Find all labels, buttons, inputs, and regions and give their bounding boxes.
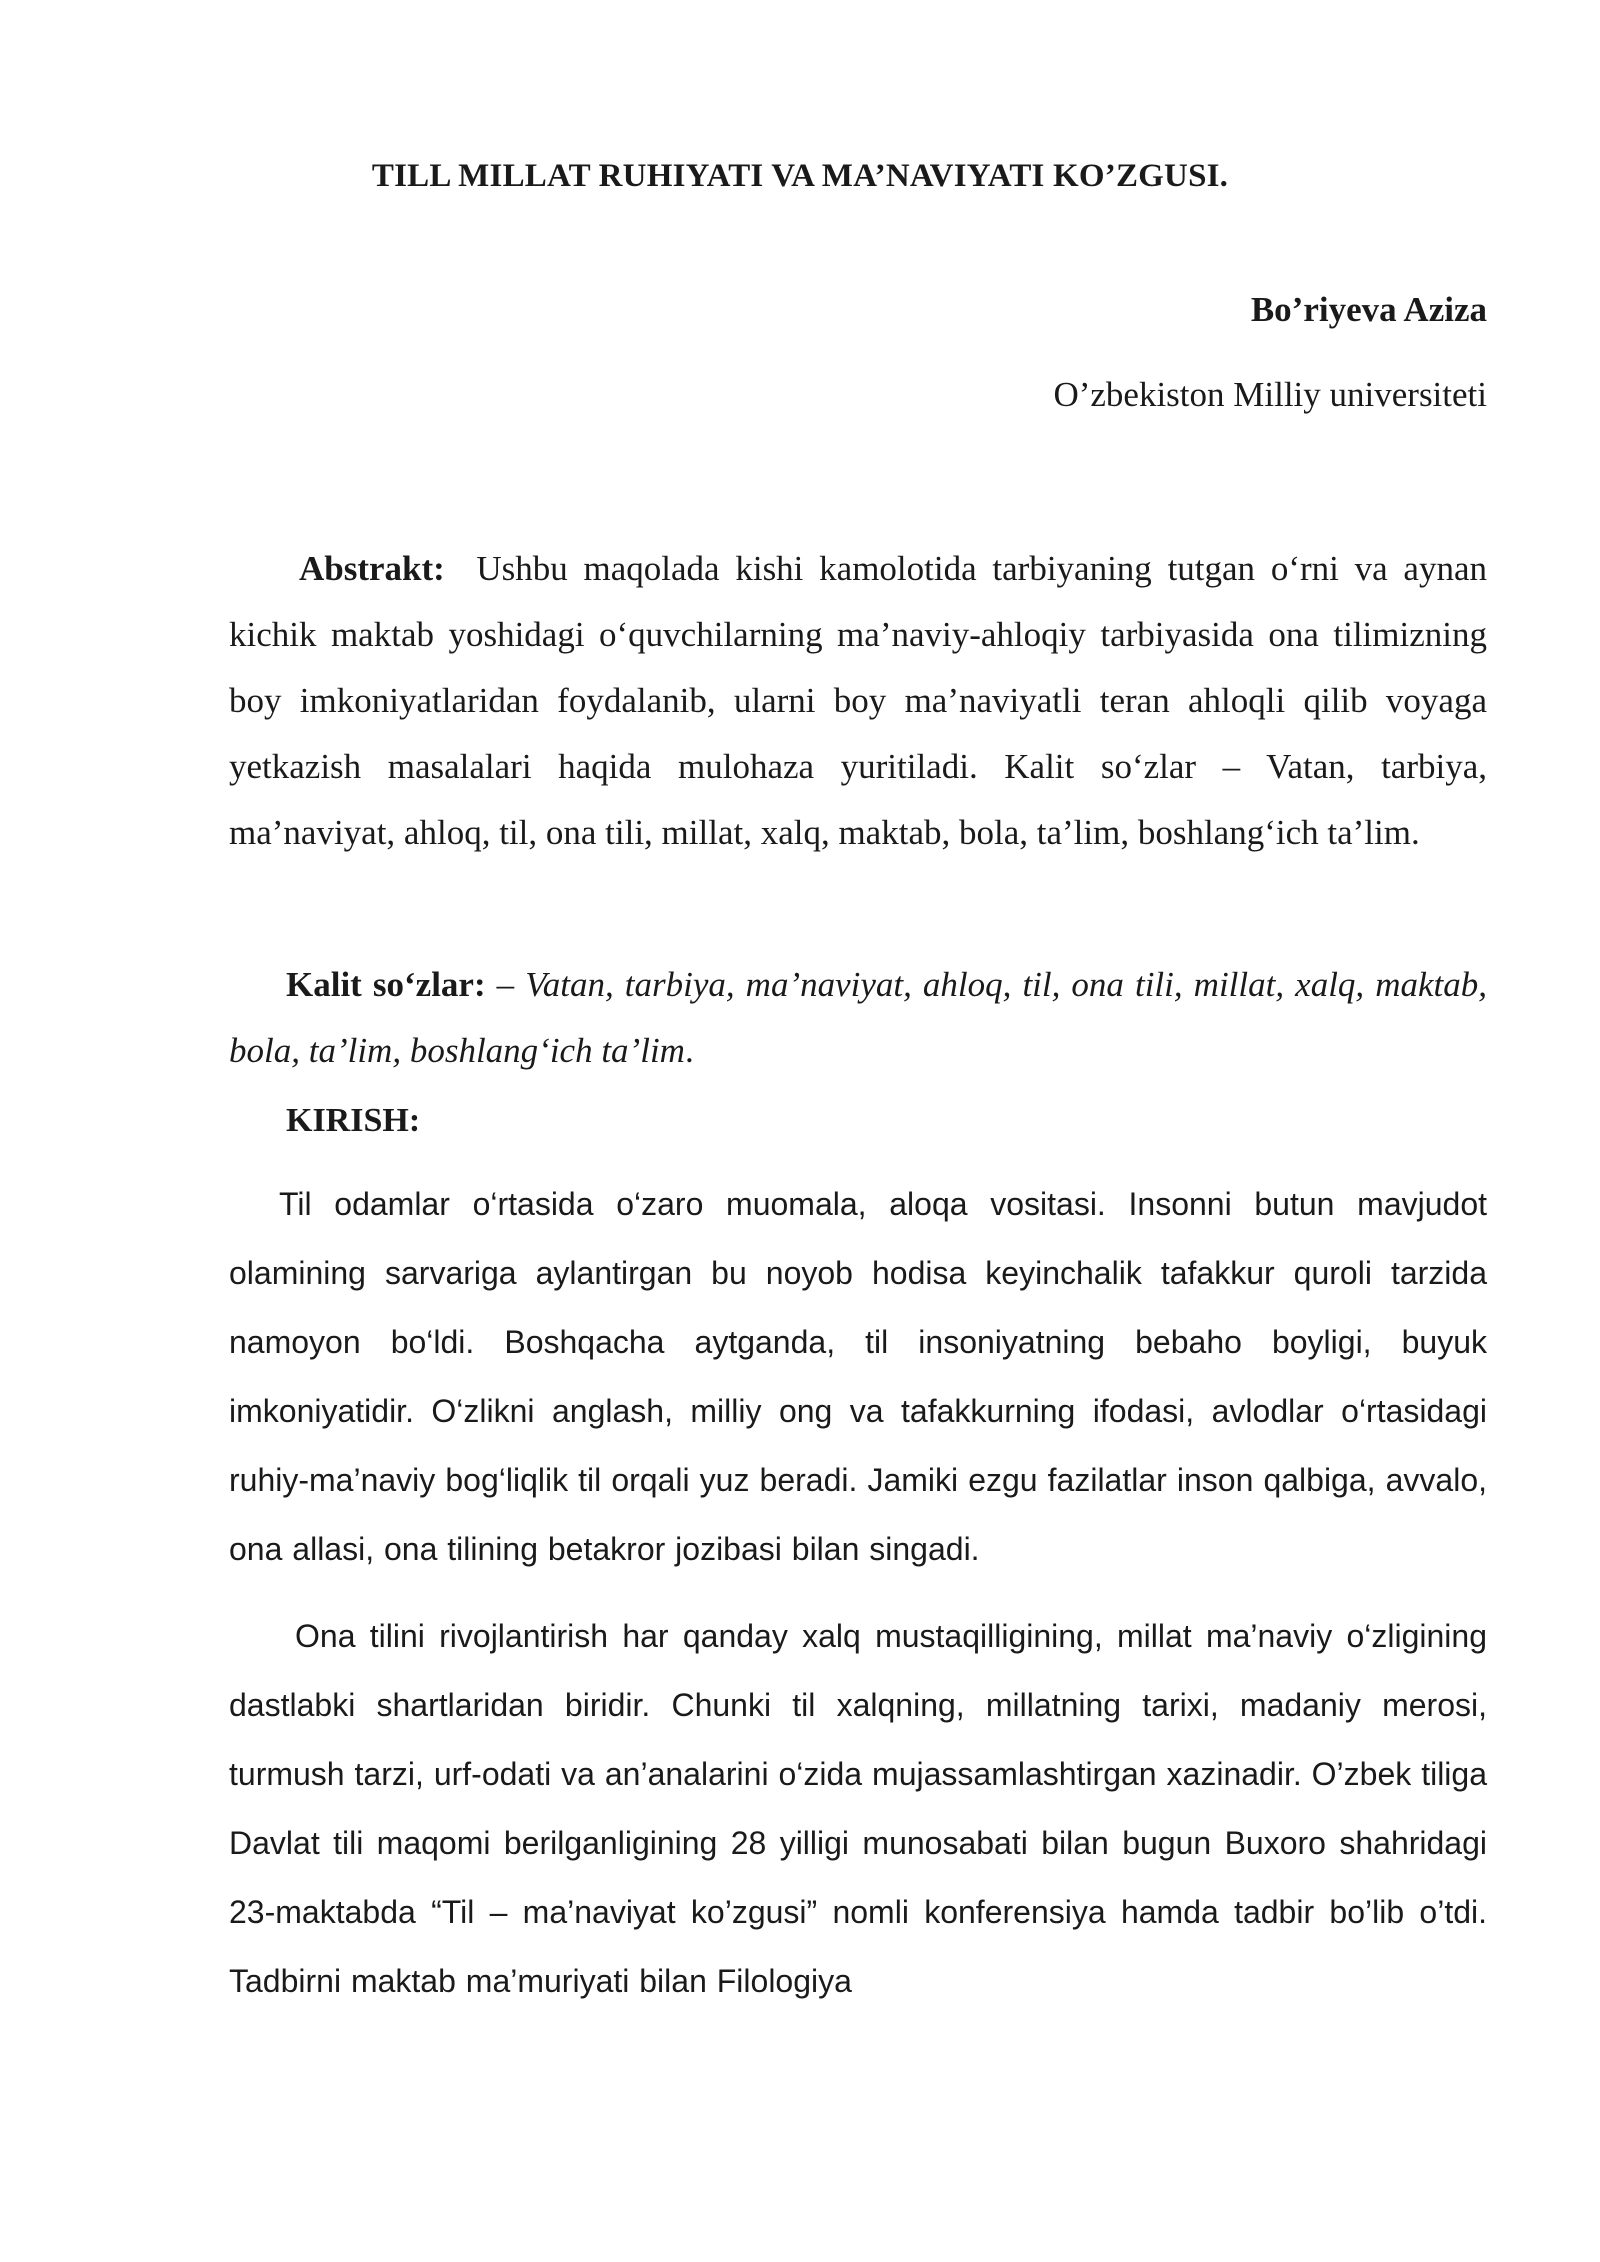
- keywords-dash: –: [496, 965, 515, 1004]
- article-title: TILL MILLAT RUHIYATI VA MA’NAVIYATI KO’ZGUSI.: [371, 158, 1229, 194]
- keywords-end: .: [684, 1031, 694, 1070]
- author-affiliation: O’zbekiston Milliy universiteti: [1053, 375, 1487, 414]
- body-paragraph-2: Ona tilini rivojlantirish har qanday xalq mustaqilligining, millat ma’naviy o‘zligining dastlabki shartlaridan biridir. Chunki til xalqning, millatning tarixi, madaniy merosi, turmush tarzi, urf-odati va an’analarini o‘zida mujassamlashtirgan xazinadir. O’zbek tiliga Davlat tili maqomi berilganligining 28 yilligi munosabati bilan bugun Buxoro shahridagi 23-maktabda “Til – ma’naviyat ko’zgusi” nomli konferensiya hamda tadbir bo’lib o’tdi. Tadbirni maktab ma’muriyati bilan Filologiya: [229, 1618, 1487, 1999]
- section-heading: KIRISH:: [286, 1102, 421, 1139]
- keywords-text: Vatan, tarbiya, ma’naviyat, ahloq, til, ona tili, millat, xalq, maktab, bola, ta’lim, boshlang‘ich ta’lim: [229, 965, 1487, 1070]
- author-name: Bo’riyeva Aziza: [1250, 290, 1487, 329]
- keywords-paragraph: [229, 952, 1487, 1084]
- abstract-paragraph: [229, 536, 1487, 866]
- abstract-text: Ushbu maqolada kishi kamolotida tarbiyaning tutgan o‘rni va aynan kichik maktab yoshidagi o‘quvchilarning ma’naviy-ahloqiy tarbiyasida ona tilimizning boy imkoniyatlaridan foydalanib, ularni boy ma’naviyatli teran ahloqli qilib voyaga yetkazish masalalari haqida mulohaza yuritiladi. Kalit so‘zlar – Vatan, tarbiya, ma’naviyat, ahloq, til, ona tili, millat, xalq, maktab, bola, ta’lim, boshlang‘ich ta’lim.: [229, 549, 1487, 852]
- abstract-label: Abstrakt:: [299, 549, 445, 588]
- keywords-label: Kalit so‘zlar:: [286, 965, 486, 1004]
- body-paragraph-1: Til odamlar o‘rtasida o‘zaro muomala, aloqa vositasi. Insonni butun mavjudot olamining sarvariga aylantirgan bu noyob hodisa keyinchalik tafakkur quroli tarzida namoyon bo‘ldi. Boshqacha aytganda, til insoniyatning bebaho boyligi, buyuk imkoniyatidir. O‘zlikni anglash, milliy ong va tafakkurning ifodasi, avlodlar o‘rtasidagi ruhiy-ma’naviy bog‘liqlik til orqali yuz beradi. Jamiki ezgu fazilatlar inson qalbiga, avvalo, ona allasi, ona tilining betakror jozibasi bilan singadi.: [229, 1186, 1487, 1567]
